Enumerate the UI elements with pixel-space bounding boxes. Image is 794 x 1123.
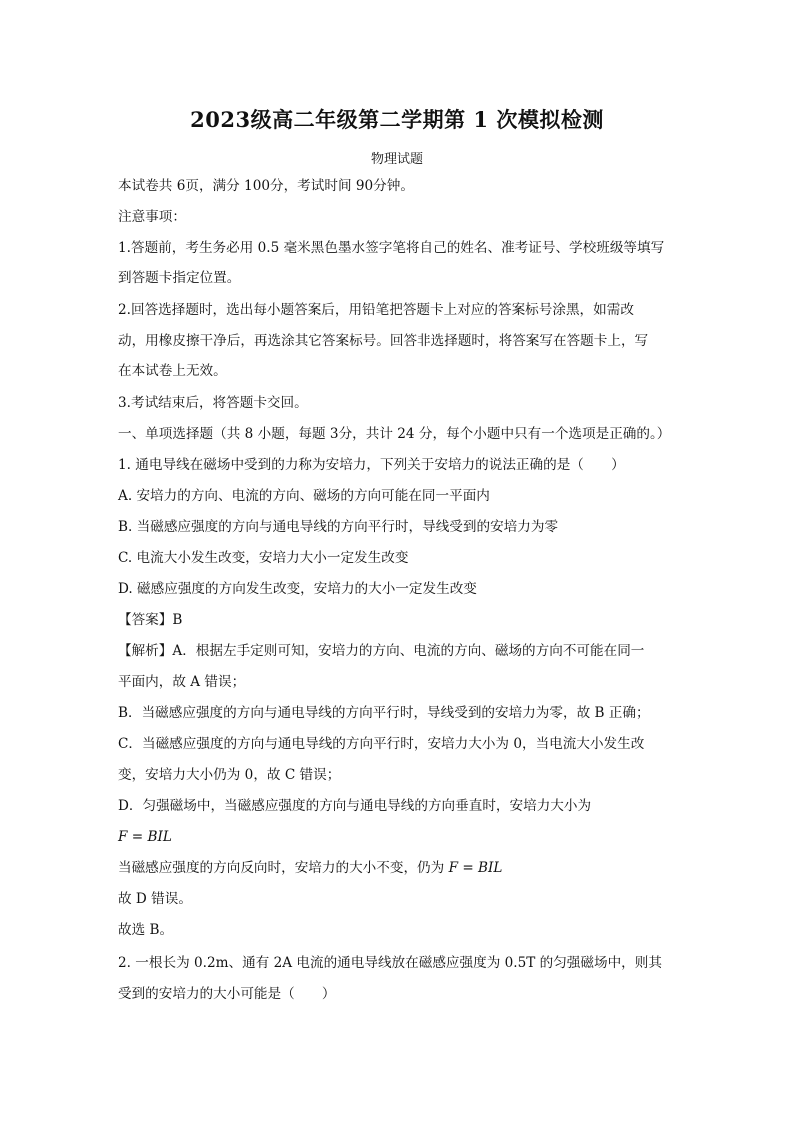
question-1-option-c: C. 电流大小发生改变，安培力大小一定发生改变 (118, 550, 409, 566)
analysis-text: 当磁感应强度的方向反向时，安培力的大小不变，仍为 (118, 860, 445, 876)
formula: F = BIL (448, 860, 503, 876)
question-1-analysis (118, 860, 502, 876)
question-1-option-a: A. 安培力的方向、电流的方向、磁场的方向可能在同一平面内 (118, 488, 490, 504)
exam-intro: 本试卷共 6页，满分 100分，考试时间 90分钟。 (118, 178, 414, 194)
exam-subtitle: 物理试题 (370, 152, 423, 167)
question-1-analysis: 故 D 错误。 (118, 891, 192, 907)
notice-item-1: 1.答题前，考生务必用 0.5 毫米黑色墨水签字笔将自己的姓名、准考证号、学校班级等填写 (118, 240, 665, 256)
question-2-stem-cont: 受到的安培力的大小可能是（ ） (118, 986, 336, 1002)
notice-item-1-cont: 到答题卡指定位置。 (118, 270, 241, 286)
formula: F = BIL (118, 829, 172, 845)
notice-item-2-cont: 动，用橡皮擦干净后，再选涂其它答案标号。回答非选择题时，将答案写在答题卡上，写 (118, 333, 649, 349)
question-1-analysis: B．当磁感应强度的方向与通电导线的方向平行时，导线受到的安培力为零，故 B 正确； (118, 705, 650, 721)
question-1-option-b: B. 当磁感应强度的方向与通电导线的方向平行时，导线受到的安培力为零 (118, 519, 559, 535)
question-1-analysis: C．当磁感应强度的方向与通电导线的方向平行时，安培力大小为 0，当电流大小发生改 (118, 736, 645, 752)
notice-heading: 注意事项： (118, 209, 186, 225)
notice-item-2: 2.回答选择题时，选出每小题答案后，用铅笔把答题卡上对应的答案标号涂黑，如需改 (118, 302, 634, 318)
question-1-analysis: 平面内，故 A 错误； (118, 674, 246, 690)
question-1-analysis: 变，安培力大小仍为 0，故 C 错误； (118, 767, 341, 783)
exam-title: 2023级高二年级第二学期第 1 次模拟检测 (190, 107, 604, 132)
section-heading: 一、单项选择题（共 8 小题，每题 3分，共计 24 分，每个小题中只有一个选项是正确的。） (118, 426, 671, 442)
question-2-stem: 2. 一根长为 0.2m、通有 2A 电流的通电导线放在磁感应强度为 0.5T 的匀强磁场中，则其 (118, 955, 662, 971)
question-1-stem: 1. 通电导线在磁场中受到的力称为安培力，下列关于安培力的说法正确的是（ ） (118, 457, 625, 473)
question-1-answer: 【答案】B (118, 612, 183, 628)
question-1-analysis: 【解析】A．根据左手定则可知，安培力的方向、电流的方向、磁场的方向不可能在同一 (118, 643, 645, 659)
question-1-option-d: D. 磁感应强度的方向发生改变，安培力的大小一定发生改变 (118, 581, 477, 597)
question-1-analysis: D．匀强磁场中，当磁感应强度的方向与通电导线的方向垂直时，安培力大小为 (118, 798, 592, 814)
question-1-conclusion: 故选 B。 (118, 922, 174, 938)
notice-item-3: 3.考试结束后，将答题卡交回。 (118, 395, 308, 411)
notice-item-2-cont: 在本试卷上无效。 (118, 363, 227, 379)
